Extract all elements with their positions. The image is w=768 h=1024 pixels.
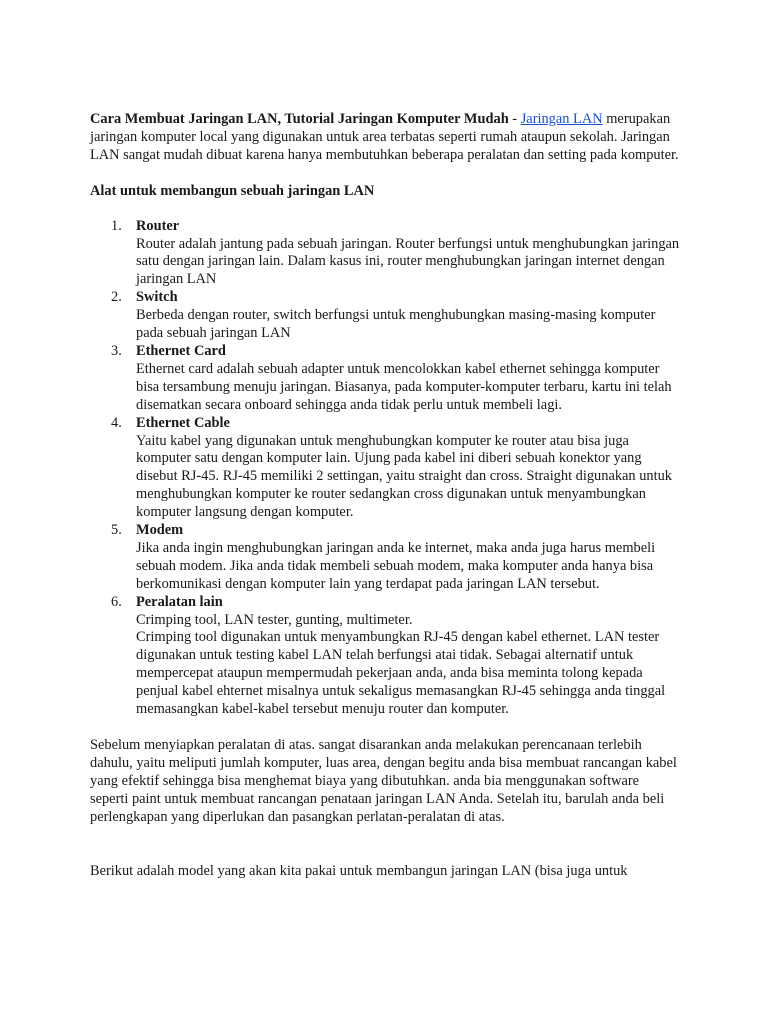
document-page — [90, 111, 680, 880]
item-description: Crimping tool, LAN tester, gunting, multimeter. — [136, 611, 413, 628]
jaringan-lan-link[interactable]: Jaringan LAN — [520, 111, 603, 127]
list-number: 5. — [111, 522, 122, 539]
model-paragraph: Berikut adalah model yang akan kita pakai untuk membangun jaringan LAN (bisa juga untuk — [90, 862, 628, 879]
list-item-router — [90, 218, 680, 290]
item-title: Ethernet Cable — [136, 414, 230, 431]
item-title: Ethernet Card — [136, 342, 226, 359]
title-separator: - — [508, 111, 521, 127]
intro-body: merupakan jaringan komputer local yang digunakan untuk area terbatas seperti rumah ataupun sekolah. Jaringan LAN sangat mudah dibuat karena hanya membutuhkan beberapa peralatan dan setting pada komputer. — [90, 111, 679, 163]
list-item-switch — [90, 289, 680, 343]
item-title: Switch — [136, 289, 178, 306]
article-title: Cara Membuat Jaringan LAN, Tutorial Jaringan Komputer Mudah — [90, 111, 509, 127]
item-title: Router — [136, 217, 180, 234]
intro-paragraph — [90, 111, 680, 165]
list-number: 2. — [111, 289, 122, 306]
planning-paragraph: Sebelum menyiapkan peralatan di atas. sangat disarankan anda melakukan perencanaan terlebih dahulu, yaitu meliputi jumlah komputer, luas area, dengan begitu anda bisa membuat rancangan kabel yang efektif sehingga bisa menghemat biaya yang dibutuhkan. anda bia menggunakan software seperti paint untuk membuat rancangan penataan jaringan LAN Anda. Setelah itu, barulah anda beli perlengkapan yang diperlukan dan pasangkan perlatan-peralatan di atas. — [90, 737, 677, 825]
list-item-ethernet-card — [90, 343, 680, 415]
item-description: Crimping tool digunakan untuk menyambungkan RJ-45 dengan kabel ethernet. LAN tester digunakan untuk testing kabel LAN telah berfungsi atai tidak. Sebagai alternatif untuk mempercepat ataupun mempermudah pekerjaan anda, anda bisa meminta tolong kepada penjual kabel ehternet misalnya untuk sekaligus memasangkan RJ-45 sehingga anda tinggal memasangkan kabel-kabel tersebut menuju router dan komputer. — [136, 629, 666, 718]
item-description: Ethernet card adalah sebuah adapter untuk mencolokkan kabel ethernet sehingga komputer bisa tersambung menuju jaringan. Biasanya, pada komputer-komputer terbaru, kartu ini telah disematkan secara onboard sehingga anda tidak perlu untuk membeli lagi. — [136, 360, 672, 413]
list-number: 4. — [111, 414, 122, 431]
list-item-peralatan-lain — [90, 594, 680, 719]
item-description: Yaitu kabel yang digunakan untuk menghubungkan komputer ke router atau bisa juga komputer satu dengan komputer lain. Ujung pada kabel ini diberi sebuah konektor yang disebut RJ-45. RJ-45 memiliki 2 settingan, yaitu straight dan cross. Straight digunakan untuk menghubungkan komputer ke router sedangkan cross digunakan untuk menyambungkan komputer langsung dengan komputer. — [136, 432, 672, 521]
item-description: Jika anda ingin menghubungkan jaringan anda ke internet, maka anda juga harus membeli sebuah modem. Jika anda tidak membeli sebuah modem, maka komputer anda hanya bisa berkomunikasi dengan komputer lain yang terdapat pada jaringan LAN tersebut. — [136, 539, 656, 592]
item-title: Peralatan lain — [136, 593, 223, 610]
list-item-ethernet-cable — [90, 415, 680, 522]
section-heading: Alat untuk membangun sebuah jaringan LAN — [90, 182, 375, 199]
item-title: Modem — [136, 522, 184, 539]
tool-list — [90, 218, 680, 719]
list-number: 1. — [111, 217, 122, 234]
list-item-modem — [90, 522, 680, 594]
list-number: 3. — [111, 342, 122, 359]
item-description: Router adalah jantung pada sebuah jaringan. Router berfungsi untuk menghubungkan jaringan satu dengan jaringan lain. Dalam kasus ini, router menghubungkan jaringan internet dengan jaringan LAN — [136, 235, 680, 288]
list-number: 6. — [111, 593, 122, 610]
item-description: Berbeda dengan router, switch berfungsi untuk menghubungkan masing-masing komputer pada sebuah jaringan LAN — [136, 307, 656, 342]
